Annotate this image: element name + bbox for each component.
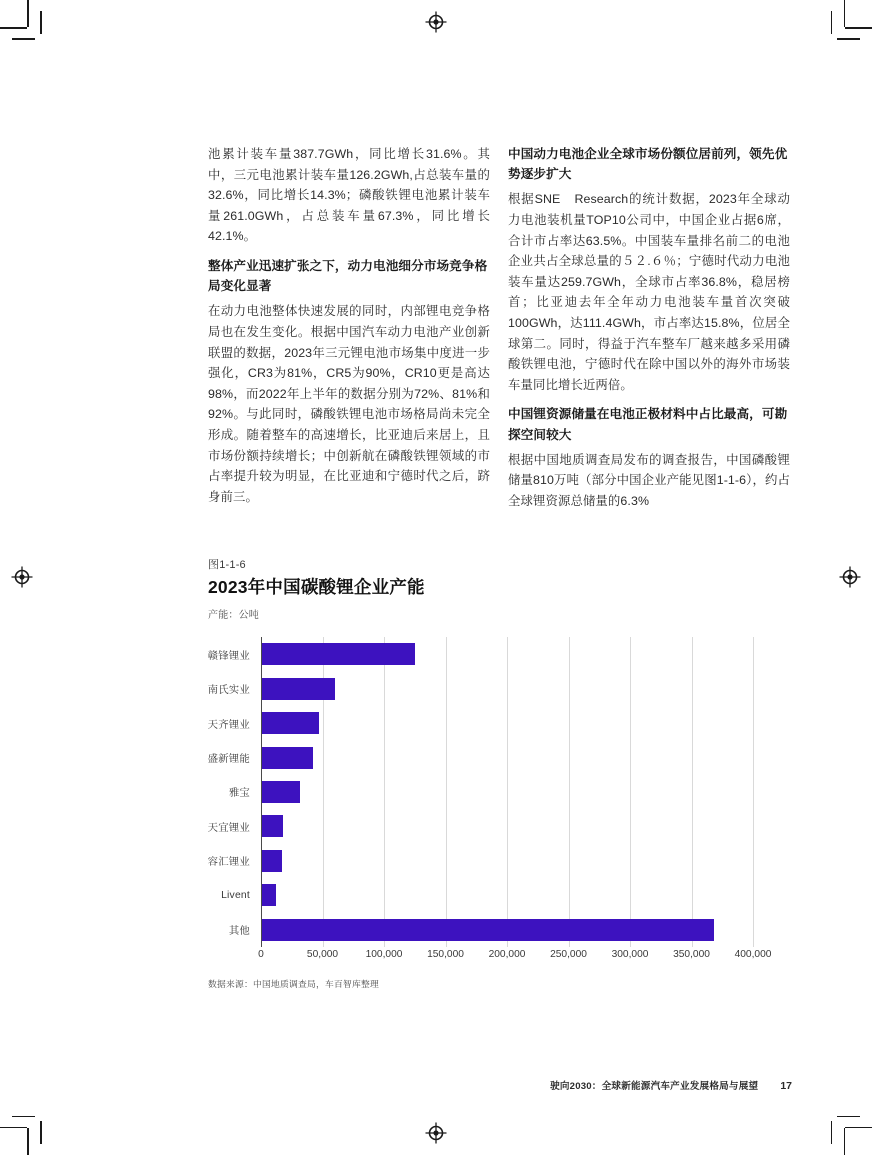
chart-x-axis-ticks — [258, 949, 772, 969]
crop-mark-bottom-left-inner-horizontal — [12, 1116, 35, 1118]
chart-bar — [261, 678, 335, 700]
chart-category-label: 雅宝 — [228, 788, 250, 800]
page-footer — [208, 1078, 792, 1092]
chart-x-tick-label: 200,000 — [488, 949, 526, 960]
chart-bar-row — [207, 637, 753, 671]
registration-target-icon-right — [839, 566, 861, 588]
footer-page-number: 17 — [780, 1080, 792, 1092]
crop-mark-bottom-left-horizontal — [0, 1127, 27, 1129]
registration-target-icon-left — [11, 566, 33, 588]
chart-bar — [261, 884, 276, 906]
heading-global-market-share: 中国动力电池企业全球市场份额位居前列，领先优势逐步扩大 — [508, 147, 788, 182]
article-column-left — [208, 144, 490, 516]
chart-category-label: 盛新锂能 — [207, 754, 250, 766]
article-column-right — [508, 144, 790, 516]
crop-mark-top-right-inner-horizontal — [837, 38, 860, 40]
figure-title: 2023年中国碳酸锂企业产能 — [208, 577, 425, 597]
chart-category-label: 天齐锂业 — [207, 719, 250, 731]
chart-bar — [261, 643, 415, 665]
chart-x-tick-label: 350,000 — [673, 949, 710, 960]
chart-category-label: 容汇锂业 — [207, 857, 250, 869]
chart-category-label: 南氏实业 — [207, 685, 250, 697]
crop-mark-bottom-right-vertical — [844, 1128, 846, 1155]
chart-bar — [261, 712, 319, 734]
crop-mark-top-left-inner-horizontal — [12, 38, 35, 40]
chart-bar — [261, 919, 714, 941]
chart-bar-row — [228, 775, 753, 809]
chart-bar-row — [207, 671, 753, 705]
crop-mark-bottom-left-vertical — [27, 1128, 29, 1155]
chart-x-tick-label: 100,000 — [365, 949, 403, 960]
chart-x-tick-label: 0 — [258, 949, 264, 960]
figure-number: 图1-1-6 — [208, 559, 246, 571]
chart-bars-group — [207, 637, 753, 947]
chart-x-tick-label: 250,000 — [550, 949, 587, 960]
paragraph-battery-installation: 池累计装车量387.7GWh，同比增长31.6%。其中，三元电池累计装车量126.2GWh,占总装车量的32.6%，同比增长14.3%；磷酸铁锂电池累计装车量261.0GWh，占总装车量67.3%，同比增长42.1%。 — [208, 147, 490, 244]
crop-mark-bottom-right-inner-vertical — [831, 1121, 833, 1144]
figure-block — [207, 556, 792, 989]
chart-category-label: 赣锋锂业 — [207, 650, 250, 662]
crop-mark-bottom-right-horizontal — [845, 1127, 872, 1129]
chart-x-tick-label: 50,000 — [306, 949, 339, 960]
chart-bar — [261, 781, 300, 803]
chart-category-label: 其他 — [228, 926, 250, 938]
footer-title: 驶向2030：全球新能源汽车产业发展格局与展望 — [550, 1081, 759, 1092]
registration-target-icon-top — [425, 11, 447, 33]
crop-mark-bottom-right-inner-horizontal — [837, 1116, 860, 1118]
paragraph-sne-research: 根据SNE Research的统计数据，2023年全球动力电池装机量TOP10公司中，中国企业占据6席，合计市占率达63.5%。中国装车量排名前二的电池企业共占全球总量的５２.６％；宁德时代动力电池装车量达259.7GWh，全球市占率36.8%，稳居榜首；比亚迪去年全年动力电池装车量首次突破100GWh，达111.4GWh，市占率达15.8%，位居全球第二。同时，得益于汽车整车厂越来越多采用磷酸铁锂电池，宁德时代在除中国以外的海外市场装车量同比增长近两倍。 — [508, 192, 790, 392]
figure-source: 数据来源：中国地质调查局，车百智库整理 — [208, 979, 379, 989]
chart-plot-area — [207, 637, 753, 947]
chart-bar-row — [207, 740, 753, 774]
crop-mark-top-right-horizontal — [845, 27, 872, 29]
bar-chart — [207, 637, 792, 989]
chart-category-label: 天宜锂业 — [207, 822, 250, 834]
crop-mark-top-left-vertical — [27, 0, 29, 27]
heading-industry-expansion: 整体产业迅速扩张之下，动力电池细分市场竞争格局变化显著 — [208, 258, 488, 294]
chart-bar-row — [221, 878, 753, 912]
chart-x-tick-label: 400,000 — [734, 949, 772, 960]
chart-bar — [261, 850, 282, 872]
article-columns — [208, 144, 790, 516]
crop-mark-top-right-inner-vertical — [831, 11, 833, 34]
registration-target-icon-bottom — [425, 1122, 447, 1144]
chart-x-tick-label: 150,000 — [427, 949, 464, 960]
chart-bar — [261, 747, 313, 769]
chart-bar-row — [228, 913, 753, 947]
crop-mark-top-left-horizontal — [0, 27, 27, 29]
heading-lithium-reserves: 中国锂资源储量在电池正极材料中占比最高，可勘探空间较大 — [508, 407, 788, 442]
chart-bar-row — [207, 809, 753, 843]
paragraph-geological-survey: 根据中国地质调查局发布的调查报告，中国磷酸锂储量810万吨（部分中国企业产能见图1-1-6），约占全球锂资源总储量的6.3% — [508, 452, 790, 508]
figure-unit-label: 产能：公吨 — [208, 610, 259, 621]
paragraph-competition-landscape: 在动力电池整体快速发展的同时，内部锂电竞争格局也在发生变化。根据中国汽车动力电池产业创新联盟的数据，2023年三元锂电池市场集中度进一步强化，CR3为81%，CR5为90%，CR10更是高达98%，而2022年上半年的数据分别为72%、81%和92%。与此同时，磷酸铁锂电池市场格局尚未完全形成。随着整车的高速增长，比亚迪后来居上，且市场份额持续增长；中创新航在磷酸铁锂领域的市占率提升较为明显，在比亚迪和宁德时代之后，跻身前三。 — [208, 304, 490, 504]
crop-mark-bottom-left-inner-vertical — [40, 1121, 42, 1144]
chart-bar — [261, 815, 283, 837]
chart-bar-row — [207, 706, 753, 740]
chart-category-label: Livent — [221, 889, 250, 901]
chart-x-tick-label: 300,000 — [611, 949, 649, 960]
crop-mark-top-left-inner-vertical — [40, 11, 42, 34]
crop-mark-top-right-vertical — [844, 0, 846, 27]
chart-gridline — [753, 637, 754, 947]
chart-bar-row — [207, 844, 753, 878]
chart-y-axis-line — [261, 637, 262, 947]
